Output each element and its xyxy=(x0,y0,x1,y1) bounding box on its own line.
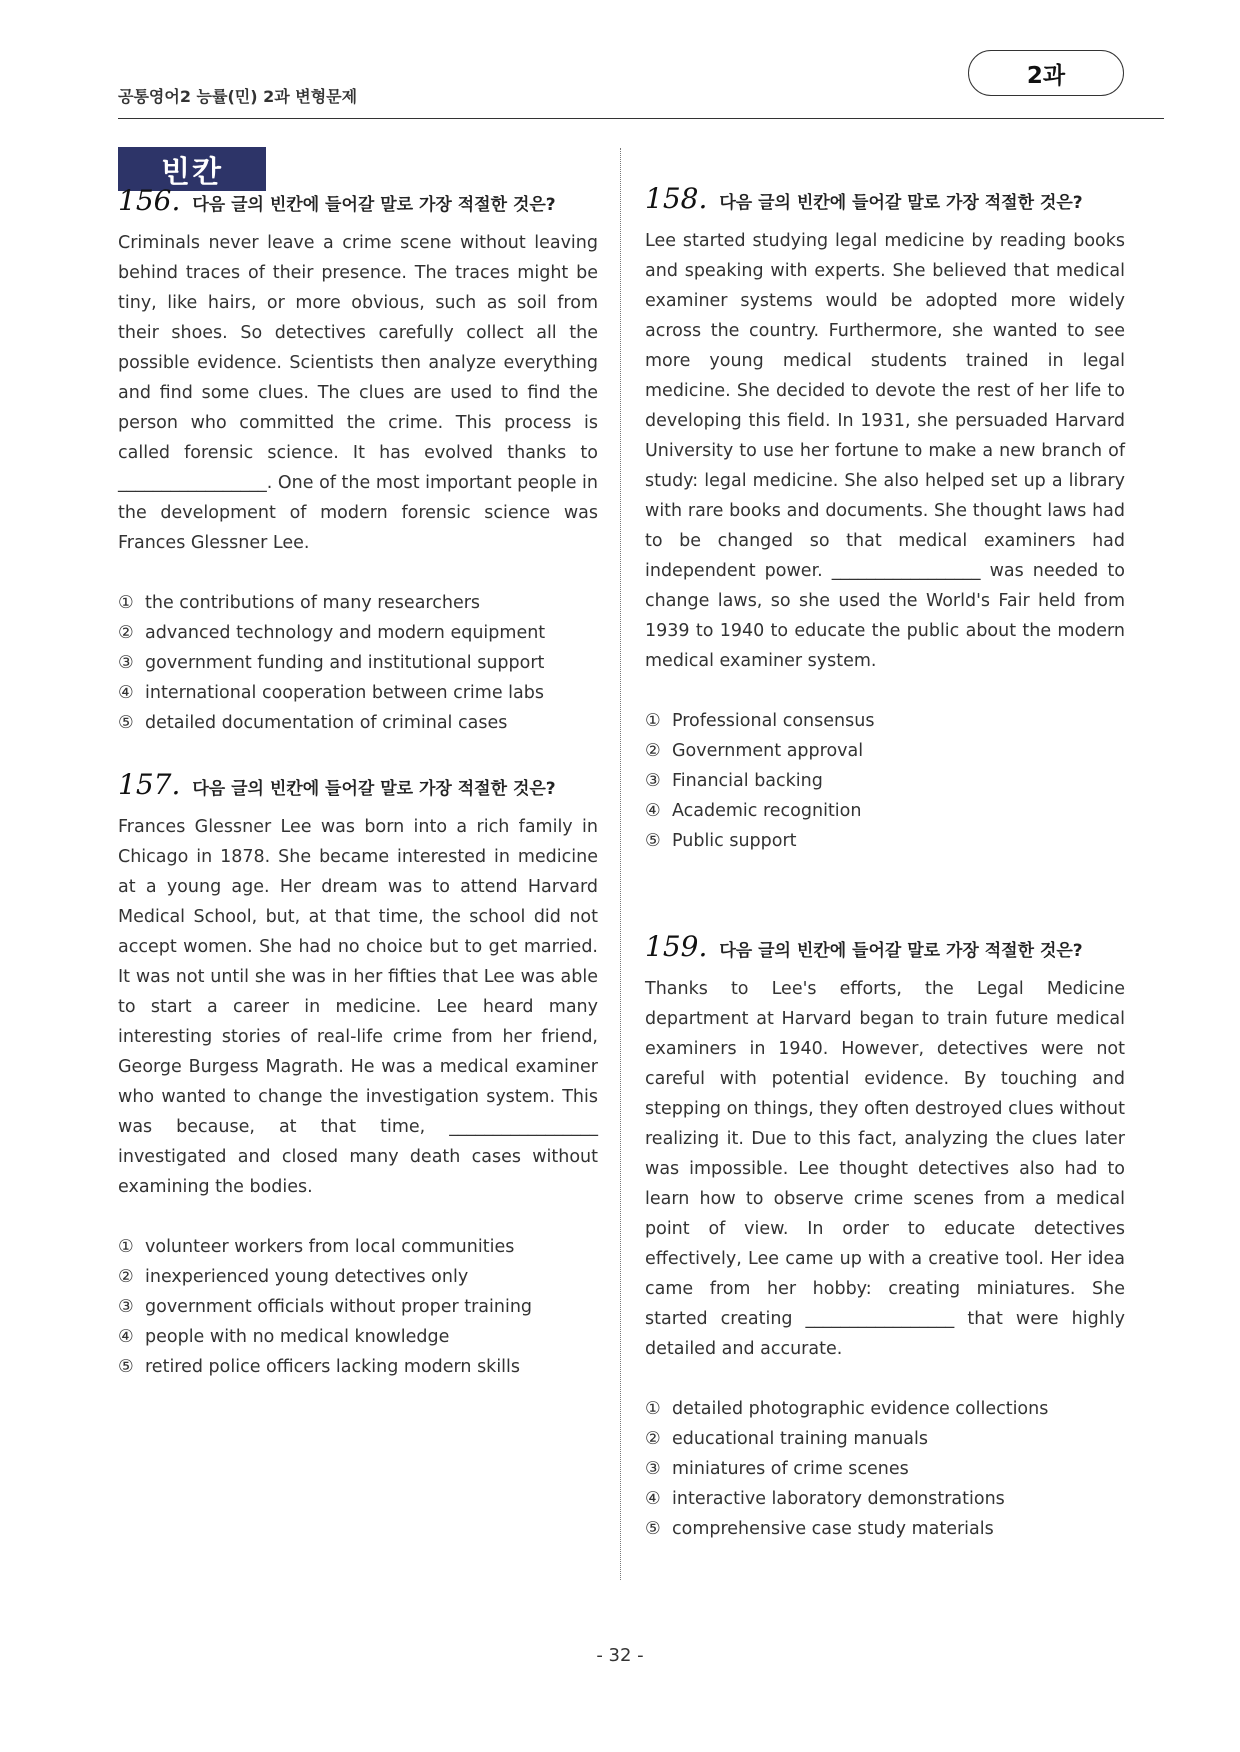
choice-marker: ③ xyxy=(118,653,134,673)
choice-marker: ⑤ xyxy=(118,1357,134,1377)
question-prompt: 다음 글의 빈칸에 들어갈 말로 가장 적절한 것은? xyxy=(719,193,1083,213)
choice-text: volunteer workers from local communities xyxy=(145,1237,515,1257)
question-number: 157. xyxy=(118,768,181,801)
question-158 xyxy=(645,182,1125,856)
choice-text: people with no medical knowledge xyxy=(145,1327,450,1347)
answer-choices xyxy=(645,1394,1125,1544)
choice-text: Government approval xyxy=(672,741,864,761)
choice-text: Financial backing xyxy=(672,771,823,791)
answer-choice[interactable] xyxy=(645,736,1125,766)
answer-choice[interactable] xyxy=(645,1454,1125,1484)
question-prompt: 다음 글의 빈칸에 들어갈 말로 가장 적절한 것은? xyxy=(192,195,556,215)
answer-choice[interactable] xyxy=(645,826,1125,856)
answer-choice[interactable] xyxy=(645,1424,1125,1454)
answer-choice[interactable] xyxy=(118,1262,598,1292)
choice-text: Public support xyxy=(672,831,797,851)
choice-text: government funding and institutional support xyxy=(145,653,545,673)
choice-marker: ① xyxy=(645,711,661,731)
choice-text: government officials without proper training xyxy=(145,1297,533,1317)
question-number: 159. xyxy=(645,930,708,963)
question-157 xyxy=(118,768,598,1382)
answer-choice[interactable] xyxy=(645,766,1125,796)
answer-choices xyxy=(645,706,1125,856)
choice-marker: ② xyxy=(645,741,661,761)
choice-text: miniatures of crime scenes xyxy=(672,1459,909,1479)
choice-text: comprehensive case study materials xyxy=(672,1519,994,1539)
question-156 xyxy=(118,184,598,738)
answer-choices xyxy=(118,588,598,738)
answer-choice[interactable] xyxy=(118,618,598,648)
question-number: 156. xyxy=(118,184,181,217)
choice-text: detailed photographic evidence collections xyxy=(672,1399,1049,1419)
question-passage: Frances Glessner Lee was born into a rich family in Chicago in 1878. She became interested in medicine at a young age. Her dream was to attend Harvard Medical School, but, at that time, the school did not accept women. She had no choice but to get married. It was not until she was in her fifties that Lee was able to start a career in medicine. Lee heard many interesting stories of real-life crime from her friend, George Burgess Magrath. He was a medical examiner who wanted to change the investigation system. This was because, at that time, _________________ investigated and closed many death cases without examining the bodies. xyxy=(118,817,598,1197)
answer-choice[interactable] xyxy=(118,588,598,618)
question-prompt: 다음 글의 빈칸에 들어갈 말로 가장 적절한 것은? xyxy=(719,941,1083,961)
document-header-title: 공통영어2 능률(민) 2과 변형문제 xyxy=(118,87,358,106)
choice-marker: ④ xyxy=(118,683,134,703)
choice-marker: ⑤ xyxy=(118,713,134,733)
answer-choice[interactable] xyxy=(118,1352,598,1382)
question-prompt: 다음 글의 빈칸에 들어갈 말로 가장 적절한 것은? xyxy=(192,779,556,799)
question-header xyxy=(118,768,598,808)
choice-marker: ② xyxy=(118,1267,134,1287)
choice-text: Professional consensus xyxy=(672,711,875,731)
choice-marker: ① xyxy=(118,593,134,613)
answer-choice[interactable] xyxy=(645,706,1125,736)
lesson-badge: 2과 xyxy=(968,50,1124,96)
choice-text: interactive laboratory demonstrations xyxy=(672,1489,1005,1509)
choice-marker: ③ xyxy=(645,771,661,791)
answer-choice[interactable] xyxy=(118,1292,598,1322)
choice-marker: ③ xyxy=(118,1297,134,1317)
question-passage: Lee started studying legal medicine by reading books and speaking with experts. She believed that medical examiner systems would be adopted more widely across the country. Furthermore, she wanted to see more young medical students trained in legal medicine. She decided to devote the rest of her life to developing this field. In 1931, she persuaded Harvard University to use her fortune to make a new branch of study: legal medicine. She also helped set up a library with rare books and documents. She thought laws had to be changed so that medical examiners had independent power. _________________ was needed to change laws, so she used the World's Fair held from 1939 to 1940 to educate the public about the modern medical examiner system. xyxy=(645,231,1125,671)
choice-marker: ④ xyxy=(118,1327,134,1347)
answer-choice[interactable] xyxy=(645,796,1125,826)
choice-text: advanced technology and modern equipment xyxy=(145,623,546,643)
answer-choice[interactable] xyxy=(118,678,598,708)
question-header xyxy=(645,930,1125,970)
choice-marker: ⑤ xyxy=(645,831,661,851)
answer-choice[interactable] xyxy=(118,1232,598,1262)
answer-choice[interactable] xyxy=(645,1484,1125,1514)
question-passage: Thanks to Lee's efforts, the Legal Medicine department at Harvard began to train future medical examiners in 1940. However, detectives were not careful with potential evidence. By touching and stepping on things, they often destroyed clues without realizing it. Due to this fact, analyzing the clues later was impossible. Lee thought detectives also had to learn how to observe crime scenes from a medical point of view. In order to educate detectives effectively, Lee came up with a creative tool. Her idea came from her hobby: creating miniatures. She started creating _________________ that were highly detailed and accurate. xyxy=(645,979,1125,1359)
choice-text: Academic recognition xyxy=(672,801,862,821)
answer-choice[interactable] xyxy=(645,1514,1125,1544)
page-number: - 32 - xyxy=(596,1645,644,1666)
question-passage: Criminals never leave a crime scene without leaving behind traces of their presence. The traces might be tiny, like hairs, or more obvious, such as soil from their shoes. So detectives carefully collect all the possible evidence. Scientists then analyze everything and find some clues. The clues are used to find the person who committed the crime. This process is called forensic science. It has evolved thanks to _________________. One of the most important people in the development of modern forensic science was Frances Glessner Lee. xyxy=(118,233,598,553)
choice-marker: ① xyxy=(645,1399,661,1419)
choice-marker: ④ xyxy=(645,1489,661,1509)
question-header xyxy=(645,182,1125,222)
answer-choice[interactable] xyxy=(118,708,598,738)
column-divider xyxy=(620,148,621,1580)
choice-text: detailed documentation of criminal cases xyxy=(145,713,508,733)
choice-marker: ④ xyxy=(645,801,661,821)
question-header xyxy=(118,184,598,224)
choice-marker: ⑤ xyxy=(645,1519,661,1539)
choice-text: international cooperation between crime labs xyxy=(145,683,544,703)
answer-choice[interactable] xyxy=(118,648,598,678)
choice-marker: ③ xyxy=(645,1459,661,1479)
choice-text: inexperienced young detectives only xyxy=(145,1267,469,1287)
question-159 xyxy=(645,930,1125,1544)
answer-choice[interactable] xyxy=(118,1322,598,1352)
choice-text: educational training manuals xyxy=(672,1429,928,1449)
question-number: 158. xyxy=(645,182,708,215)
answer-choices xyxy=(118,1232,598,1382)
choice-text: retired police officers lacking modern skills xyxy=(145,1357,521,1377)
header-divider xyxy=(118,118,1164,119)
choice-marker: ② xyxy=(645,1429,661,1449)
section-label: 빈칸 xyxy=(118,147,266,191)
choice-marker: ② xyxy=(118,623,134,643)
choice-text: the contributions of many researchers xyxy=(145,593,481,613)
choice-marker: ① xyxy=(118,1237,134,1257)
answer-choice[interactable] xyxy=(645,1394,1125,1424)
